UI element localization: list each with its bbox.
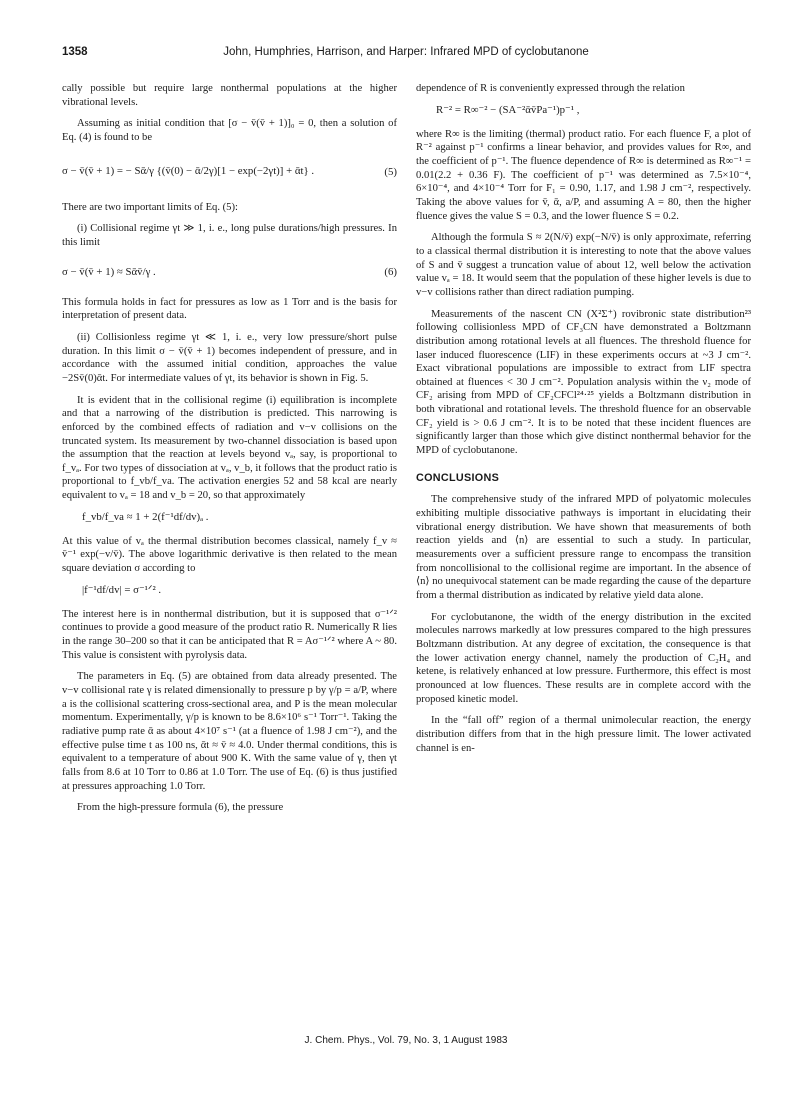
paragraph: (i) Collisional regime γt ≫ 1, i. e., long pulse durations/high pressures. In this limit — [62, 223, 397, 248]
right-column — [416, 82, 751, 763]
equation-body: |f⁻¹df/dv| = σ⁻¹ᐟ² . — [82, 583, 162, 596]
paragraph: From the high-pressure formula (6), the pressure — [77, 802, 284, 814]
equation-ratio — [62, 511, 397, 527]
equation-R — [416, 104, 751, 120]
equation-body: σ − v̄(v̄ + 1) ≈ Sᾱv̄/γ . — [62, 265, 156, 278]
equation-number: (6) — [384, 265, 397, 278]
paragraph: It is evident that in the collisional regime (i) equilibration is incomplete and that a narrowing of the distribution is predicted. This narrowing is enforced by the combined effects of radiation and v−v collisions on the truncated system. Its measurement by two-channel dissociation is based upon the assumption that the reaction at levels beyond vₐ, say, is proportional to f_vₐ. For two types of dissociation at vₐ, v_b, it follows that the product ratio is proportional to f_vb/f_va. The activation energies 52 and 58 kcal are nearly equivalent to vₐ = 18 and v_b = 20, so that approximately — [62, 394, 397, 502]
paragraph: The parameters in Eq. (5) are obtained from data already presented. The v−v collisional rate γ is related dimensionally to pressure p by γ/p = a/P, where a is the collisional scattering cross-sectional area, and P is the mean molecular momentum. Experimentally, γ/p is known to be 8.6×10⁶ s⁻¹ Torr⁻¹. Taking the radiative pump rate ᾱ as about 4×10⁷ s⁻¹ (at a fluence of 1.98 J cm⁻²), and the effective pulse time t as 100 ns, ᾱt ≈ v̄ ≈ 4.0. Under thermal conditions, this is equivalent to a temperature of about 900 K. With the same value of γ, then γt falls from 8.6 at 10 Torr to 0.86 at 1.0 Torr. The use of Eq. (6) is thus justified at pressures approaching 1.0 Torr. — [62, 671, 397, 792]
running-title: John, Humphries, Harrison, and Harper: Infrared MPD of cyclobutanone — [223, 46, 589, 58]
left-column — [62, 82, 397, 823]
paragraph: Assuming as initial condition that [σ − v̄(v̄ + 1)]₀ = 0, then a solution of Eq. (4) is found to be — [62, 118, 397, 143]
equation-number: (5) — [384, 165, 397, 178]
paragraph: There are two important limits of Eq. (5): — [62, 201, 238, 213]
paragraph: cally possible but require large nonthermal populations at the higher vibrational levels. — [62, 83, 397, 108]
equation-body: σ − v̄(v̄ + 1) = − Sᾱ/γ {(v̄(0) − ᾱ/2γ)[1 − exp(−2γt)] + ᾱt} . — [62, 164, 315, 177]
paragraph: The comprehensive study of the infrared MPD of polyatomic molecules exhibiting multiple dissociative pathways is important in elucidating their vibrational energy distribution. We have shown that measurements of both reaction yields and ⟨n⟩ are essential to such a study. In particular, measurements over a sufficient pressure range to encompass the transition from noncollisional to the collisional regime are important. In the absence of ⟨n⟩ no unequivocal statement can be made regarding the cause of the departure from a thermal distribution as indicated by relative yield data alone. — [416, 494, 751, 601]
page-number: 1358 — [62, 46, 88, 58]
paragraph: For cyclobutanone, the width of the energy distribution in the excited molecules narrows markedly at low pressures compared to the high pressures Boltzmann distribution. At any degree of excitation, the consequence is that the lower activation energy channel, namely the production of C₂H₄ and ketene, is relatively enhanced at low pressure. Furthermore, this effect is most pronounced at low fluences. These results are in complete accord with the proposed kinetic model. — [416, 611, 751, 705]
paragraph: The interest here is in nonthermal distribution, but it is supposed that σ⁻¹ᐟ² continues to provide a good measure of the product ratio R. Numerically R lies in the range 30–200 so that it can be anticipated that R = Aσ⁻¹ᐟ² where A ~ 80. This value is consistent with pyrolysis data. — [62, 608, 397, 661]
paragraph: dependence of R is conveniently expressed through the relation — [416, 83, 685, 94]
equation-5 — [62, 153, 397, 193]
journal-footer: J. Chem. Phys., Vol. 79, No. 3, 1 August 1983 — [304, 1035, 508, 1046]
section-heading-conclusions: CONCLUSIONS — [416, 471, 500, 484]
paragraph: where R∞ is the limiting (thermal) product ratio. For each fluence F, a plot of R⁻² against p⁻¹ confirms a linear behavior, and provides values for R∞, and the coefficient of p⁻¹. The fluence dependence of R∞ is determined as R∞⁻¹ = 0.01(2.2 + 0.36 F). The coefficient of p⁻¹ was determined as 7.5×10⁻⁴, 6×10⁻⁴, and 4×10⁻⁴ Torr for F₁ = 0.90, 1.17, and 1.98 J cm⁻², respectively. Taking the above values for v̄, ᾱ, a/P, and assuming A = 80, then the higher fluence gives the value S = 0.3, and the lower fluence S = 0.2. — [416, 128, 751, 222]
paragraph: (ii) Collisionless regime γt ≪ 1, i. e., very low pressure/short pulse duration. In this limit σ − v̄(v̄ + 1) becomes independent of pressure, and in accordance with the assumed initial condition, approaches the value −2Sv̄(0)ᾱt. For intermediate values of γt, its behavior is shown in Fig. 5. — [62, 331, 397, 384]
paragraph: Although the formula S ≈ 2(N/v̄) exp(−N/v̄) is only approximate, referring to a classical thermal distribution it is interesting to note that the above values of S and v̄ suggest a truncation value of about 12, well below the activation value vₐ = 18. It would seem that the population of these higher levels is due to v−v collisions rather than direct radiation pumping. — [416, 232, 751, 298]
equation-body: f_vb/f_va ≈ 1 + 2(f⁻¹df/dv)ₐ . — [82, 510, 209, 523]
page-header — [62, 46, 750, 64]
paragraph: In the “fall off” region of a thermal unimolecular reaction, the energy distribution differs from that in the high pressure limit. The lower activated channel is en- — [416, 715, 751, 754]
paragraph: At this value of vₐ the thermal distribution becomes classical, namely f_v ≈ v̄⁻¹ exp(−v/v̄). The above logarithmic derivative is then related to the mean square deviation σ according to — [62, 535, 397, 575]
equation-6 — [62, 258, 397, 288]
equation-sigma — [62, 584, 397, 600]
paragraph: Measurements of the nascent CN (X²Σ⁺) rovibronic state distribution²³ following collisionless MPD of CF₃CN have demonstrated a Boltzmann distribution among rotational levels at all fluences. The threshold fluence for laser induced fluorescence (LIF) in these experiments occurs at ~3 J cm⁻². Exact vibrational populations are impossible to extract from LIF spectra obtained at fluences < 30 J cm⁻². Population analysis within the ν₂ mode of CF₂ arising from MPD of CF₂CFCl²⁴·²⁵ yields a Boltzmann distribution in both vibrational and rotational levels. The threshold fluence for an observable CF₂ yield is > 0.6 J cm⁻². It is to be noted that these incident fluences are significantly larger than those which give distinct nonthermal behavior for the MPD of cyclobutanone. — [416, 308, 751, 457]
paragraph: This formula holds in fact for pressures as low as 1 Torr and is the basis for interpretation of present data. — [62, 296, 397, 322]
equation-body: R⁻² = R∞⁻² − (SA⁻²ᾱv̄Pa⁻¹)p⁻¹ , — [436, 103, 580, 116]
